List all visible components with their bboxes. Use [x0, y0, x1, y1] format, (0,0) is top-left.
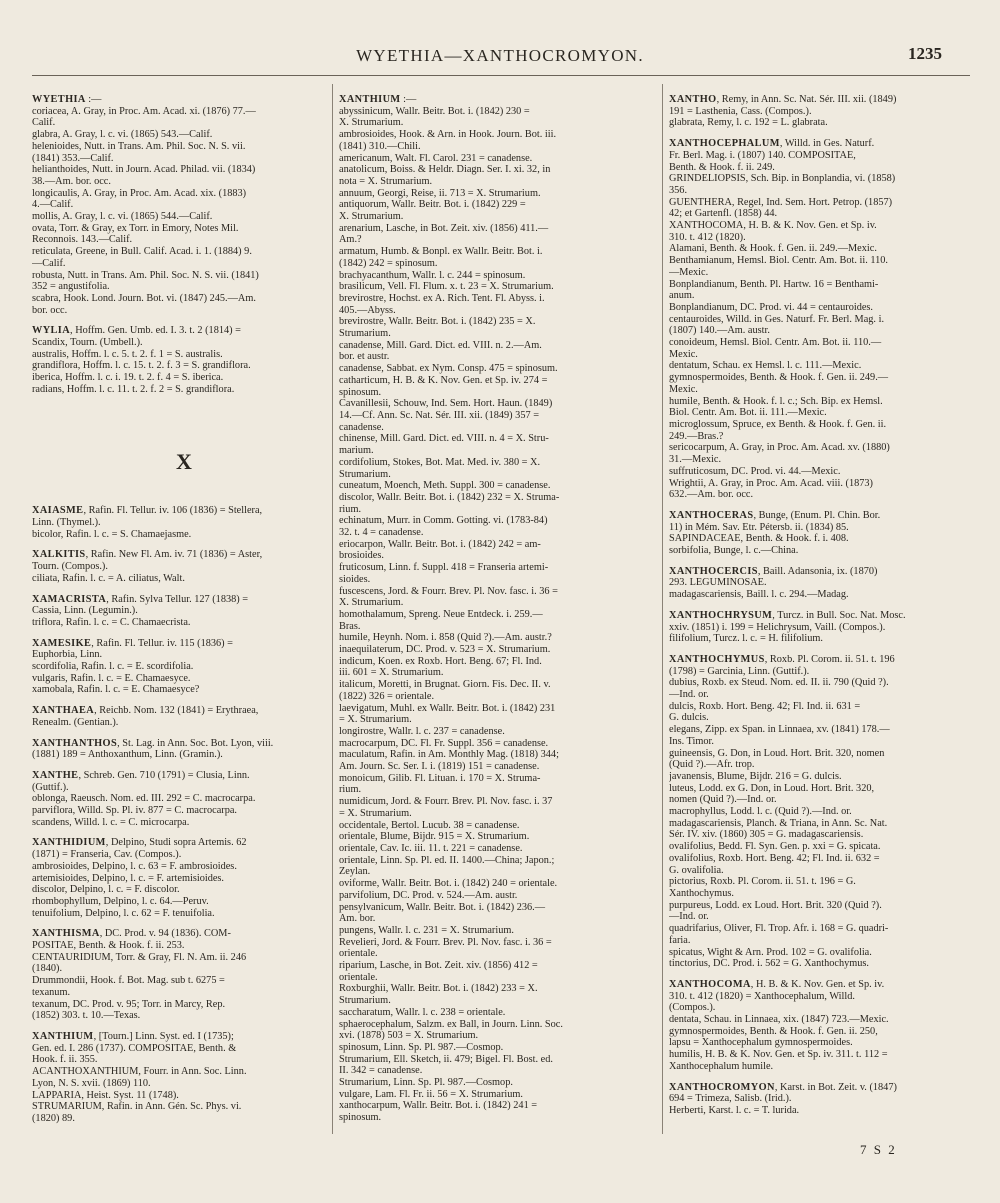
index-entry: [669, 94, 970, 129]
entry-heading-line: XANTHAEA, Reichb. Nom. 132 (1841) = Erythraea,: [32, 705, 259, 717]
entry-line: conoideum, Hemsl. Biol. Centr. Am. Bot. ii. 110.—: [669, 337, 882, 349]
entry-line: Lyon, N. S. xvii. (1869) 110.: [32, 1077, 151, 1089]
entry-line: Bras.: [339, 620, 361, 632]
entry-line: marium.: [339, 445, 374, 457]
entry-line: cordifolium, Stokes, Bot. Mat. Med. iv. 380 = X.: [339, 456, 541, 468]
entry-line: pensylvanicum, Wallr. Beitr. Bot. i. (1842) 236.—: [339, 901, 546, 913]
entry-line: bicolor, Rafin. l. c. = S. Chamaejasme.: [32, 528, 192, 540]
genus-headword: XAIASME: [32, 505, 84, 517]
genus-headword: XANTHANTHOS: [32, 737, 118, 749]
entry-line: parviflora, Willd. Sp. Pl. iv. 877 = C. macrocarpa.: [32, 805, 237, 817]
entry-line: LAPPARIA, Heist. Syst. 11 (1748).: [32, 1089, 179, 1101]
entry-line: canadense, Mill. Gard. Dict. ed. VIII. n. 2.—Am.: [339, 339, 542, 351]
index-entry: [32, 770, 337, 829]
genus-headword: XAMACRISTA: [32, 593, 107, 605]
entry-line: 14.—Cf. Ann. Sc. Nat. Sér. III. xii. (1849) 357 =: [339, 409, 539, 421]
entry-line: Roxburghii, Wallr. Beitr. Bot. i. (1842) 233 = X.: [339, 983, 538, 995]
entry-line: helenioides, Nutt. in Trans. Am. Phil. Soc. N. S. vii.: [32, 140, 246, 152]
entry-heading-line: XANTHOCHRYSUM, Turcz. in Bull. Soc. Nat. Mosc.: [669, 609, 906, 621]
entry-heading-line: XAIASME, Rafin. Fl. Tellur. iv. 106 (1836) = Stellera,: [32, 505, 263, 517]
entry-line: 249.—Bras.?: [669, 430, 724, 442]
entry-line: ACANTHOXANTHIUM, Fourr. in Ann. Soc. Linn.: [32, 1066, 247, 1078]
index-entry: [32, 505, 337, 540]
index-entry: [669, 566, 970, 601]
entry-line: (1881) 189 = Anthoxanthum, Linn. (Gramin.).: [32, 749, 223, 761]
entry-line: humilis, H. B. & K. Nov. Gen. et Sp. iv. 311. t. 112 =: [669, 1049, 888, 1061]
entry-line: Strumarium, Ell. Sketch, ii. 479; Bigel. Fl. Bost. ed.: [339, 1053, 553, 1065]
genus-headword: XANTHOCOMA: [669, 978, 751, 990]
entry-line: (1798) = Garcinia, Linn. (Guttif.).: [669, 665, 810, 677]
genus-headword: XANTHISMA: [32, 928, 100, 940]
entry-line: sioides.: [339, 573, 371, 585]
entry-line: oblonga, Raeusch. Nom. ed. III. 292 = C. macrocarpa.: [32, 793, 256, 805]
index-entry: [32, 638, 337, 697]
genus-headword: WYLIA: [32, 325, 71, 337]
entry-line: brosioides.: [339, 550, 384, 562]
entry-line: elegans, Zipp. ex Span. in Linnaea, xv. (1841) 178.—: [669, 724, 890, 736]
entry-line: pictorius, Roxb. Pl. Corom. ii. 51. t. 196 = G.: [669, 876, 856, 888]
entry-line: mollis, A. Gray, l. c. vi. (1865) 544.—Calif.: [32, 211, 213, 223]
entry-line: orientale, Linn. Sp. Pl. ed. II. 1400.—China; Japon.;: [339, 854, 555, 866]
entry-line: iberica, Hoffm. l. c. i. 19. t. 2. f. 4 = S. iberica.: [32, 372, 224, 384]
entry-line: annuum, Georgi, Reise, ii. 713 = X. Strumarium.: [339, 187, 541, 199]
entry-line: sphaerocephalum, Salzm. ex Ball, in Journ. Linn. Soc.: [339, 1018, 563, 1030]
genus-headword: XANTHOCHRYSUM: [669, 609, 773, 621]
entry-line: helianthoides, Nutt. in Journ. Acad. Philad. vii. (1834): [32, 164, 256, 176]
entry-line: tinctorius, DC. Prod. i. 562 = G. Xanthochymus.: [669, 958, 870, 970]
entry-line: laevigatum, Muhl. ex Wallr. Beitr. Bot. i. (1842) 231: [339, 702, 556, 714]
entry-line: —Mexic.: [669, 266, 709, 278]
entry-line: X. Strumarium.: [339, 211, 404, 223]
entry-line: Fr. Berl. Mag. i. (1807) 140. COMPOSITAE,: [669, 149, 856, 161]
entry-line: abyssinicum, Wallr. Beitr. Bot. i. (1842) 230 =: [339, 105, 530, 117]
entry-line: Scandix, Tourn. (Umbell.).: [32, 337, 143, 349]
entry-line: faria.: [669, 934, 691, 946]
entry-line: fruticosum, Linn. f. Suppl. 418 = Franseria artemi-: [339, 562, 549, 574]
entry-line: dentatum, Schau. ex Hemsl. l. c. 111.—Mexic.: [669, 360, 862, 372]
entry-line: Calif.: [32, 117, 56, 129]
entry-heading-line: WYETHIA :—: [32, 94, 102, 105]
index-entry: [669, 654, 970, 970]
entry-line: 32. t. 4 = canadense.: [339, 527, 424, 539]
index-entry: [32, 738, 337, 761]
entry-line: G. ovalifolia.: [669, 864, 724, 876]
entry-line: 356.: [669, 184, 688, 196]
genus-headword: XAMESIKE: [32, 637, 92, 649]
entry-line: madagascariensis, Baill. l. c. 294.—Madag.: [669, 589, 849, 601]
entry-line: Bonplandianum, Benth. Pl. Hartw. 16 = Benthami-: [669, 278, 879, 290]
index-entry: [669, 510, 970, 557]
entry-line: gymnospermoides, Benth. & Hook. f. Gen. ii. 250,: [669, 1025, 878, 1037]
entry-line: Renealm. (Gentian.).: [32, 716, 119, 728]
entry-heading-line: XANTHE, Schreb. Gen. 710 (1791) = Clusia, Linn.: [32, 769, 250, 781]
entry-line: 694 = Trimeza, Salisb. (Irid.).: [669, 1093, 792, 1105]
index-entry: [32, 705, 337, 728]
entry-line: maculatum, Rafin. in Am. Monthly Mag. (1818) 344;: [339, 749, 559, 761]
entry-line: nomen (Quid ?).—Ind. or.: [669, 794, 777, 806]
entry-line: longirostre, Wallr. l. c. 237 = canadense.: [339, 725, 505, 737]
entry-line: Strumarium.: [339, 468, 391, 480]
genus-headword: XANTHE: [32, 769, 79, 781]
section-letter: X: [176, 448, 193, 474]
entry-line: (Quid ?).—Afr. trop.: [669, 759, 755, 771]
entry-line: orientale, Blume, Bijdr. 915 = X. Strumarium.: [339, 831, 530, 843]
entry-line: brevirostre, Hochst. ex A. Rich. Tent. Fl. Abyss. i.: [339, 292, 545, 304]
entry-line: xxiv. (1851) i. 199 = Helichrysum, Vaill. (Compos.).: [669, 621, 886, 633]
entry-line: GRINDELIOPSIS, Sch. Bip. in Bonplandia, vi. (1858): [669, 173, 896, 185]
entry-line: glabrata, Remy, l. c. 192 = L. glabrata.: [669, 117, 828, 129]
entry-line: spicatus, Wight & Arn. Prod. 102 = G. ovalifolia.: [669, 946, 872, 958]
entry-line: Drummondii, Hook. f. Bot. Mag. sub t. 6275 =: [32, 975, 225, 987]
entry-line: (1820) 89.: [32, 1112, 75, 1124]
entry-line: dentata, Schau. in Linnaea, xix. (1847) 723.—Mexic.: [669, 1014, 889, 1026]
entry-line: Benthamianum, Hemsl. Biol. Centr. Am. Bot. ii. 110.: [669, 255, 888, 267]
entry-line: Linn. (Thymel.).: [32, 516, 101, 528]
entry-line: Cassia, Linn. (Legumin.).: [32, 605, 138, 617]
entry-heading-line: XANTHOCEPHALUM, Willd. in Ges. Naturf.: [669, 138, 875, 150]
entry-line: arenarium, Lasche, in Bot. Zeit. xiv. (1856) 411.—: [339, 222, 549, 234]
entry-line: ambrosioides, Delpino, l. c. 63 = F. ambrosioides.: [32, 860, 237, 872]
entry-line: triflora, Rafin. l. c. = C. Chamaecrista.: [32, 616, 191, 628]
entry-line: Euphorbia, Linn.: [32, 649, 103, 661]
column-2: [339, 94, 644, 1133]
entry-line: brachyacanthum, Wallr. l. c. 244 = spinosum.: [339, 269, 526, 281]
entry-line: Bonplandianum, DC. Prod. vi. 44 = centauroides.: [669, 301, 873, 313]
index-entry: [32, 594, 337, 629]
entry-line: centauroides, Willd. in Ges. Naturf. Fr. Berl. Mag. i.: [669, 313, 885, 325]
entry-line: 310. t. 412 (1820) = Xanthocephalum, Willd.: [669, 990, 855, 1002]
entry-heading-line: XANTHOCHYMUS, Roxb. Pl. Corom. ii. 51. t. 196: [669, 653, 895, 665]
entry-line: = X. Strumarium.: [339, 807, 412, 819]
index-entry: [669, 610, 970, 645]
entry-line: rium.: [339, 503, 362, 515]
entry-line: XANTHOCOMA, H. B. & K. Nov. Gen. et Sp. iv.: [669, 220, 877, 232]
entry-line: canadense.: [339, 421, 384, 433]
entry-line: Alamani, Benth. & Hook. f. Gen. ii. 249.—Mexic.: [669, 243, 877, 255]
entry-line: Xanthochymus.: [669, 888, 734, 899]
genus-headword: XANTHO: [669, 94, 717, 105]
entry-line: Reconnois. 143.—Calif.: [32, 234, 133, 246]
entry-line: texanum, DC. Prod. v. 95; Torr. in Marcy, Rep.: [32, 998, 226, 1010]
genus-headword: XANTHOCHYMUS: [669, 653, 765, 665]
entry-line: ambrosioides, Hook. & Arn. in Hook. Journ. Bot. iii.: [339, 129, 557, 141]
entry-line: chinense, Mill. Gard. Dict. ed. VIII. n. 4 = X. Stru-: [339, 433, 549, 445]
entry-line: pungens, Wallr. l. c. 231 = X. Strumarium.: [339, 924, 514, 936]
entry-line: Strumarium.: [339, 328, 391, 340]
page-number: 1235: [908, 44, 942, 63]
entry-line: II. 342 = canadense.: [339, 1065, 423, 1077]
entry-line: tenuifolium, Delpino, l. c. 62 = F. tenuifolia.: [32, 907, 215, 919]
entry-line: cuneatum, Moench, Meth. Suppl. 300 = canadense.: [339, 480, 551, 492]
entry-line: Strumarium.: [339, 995, 391, 1007]
entry-line: robusta, Nutt. in Trans. Am. Phil. Soc. N. S. vii. (1841): [32, 269, 259, 281]
entry-line: inaequilaterum, DC. Prod. v. 523 = X. Strumarium.: [339, 644, 551, 656]
index-entry: [669, 1082, 970, 1117]
entry-line: homothalamum, Spreng. Neue Entdeck. i. 259.—: [339, 608, 543, 620]
entry-heading-line: WYLIA, Hoffm. Gen. Umb. ed. I. 3. t. 2 (1814) =: [32, 325, 241, 337]
entry-line: orientale.: [339, 948, 378, 960]
entry-line: brevirostre, Wallr. Beitr. Bot. i. (1842) 235 = X.: [339, 316, 536, 328]
entry-heading-line: XALKITIS, Rafin. New Fl. Am. iv. 71 (1836) = Aster,: [32, 549, 263, 561]
entry-line: rhombophyllum, Delpino, l. c. 64.—Peruv.: [32, 895, 209, 907]
entry-line: macrophyllus, Lodd. l. c. (Quid ?).—Ind. or.: [669, 806, 852, 818]
entry-line: G. dulcis.: [669, 712, 709, 724]
entry-line: Strumarium, Linn. Sp. Pl. 987.—Cosmop.: [339, 1077, 513, 1089]
entry-line: luteus, Lodd. ex G. Don, in Loud. Hort. Brit. 320,: [669, 782, 875, 794]
entry-line: —Calif.: [32, 257, 66, 269]
entry-line: guineensis, G. Don, in Loud. Hort. Brit. 320, nomen: [669, 747, 885, 759]
entry-line: Cavanillesii, Schouw, Ind. Sem. Hort. Haun. (1849): [339, 398, 553, 410]
entry-line: Am. Journ. Sc. Ser. I. i. (1819) 151 = canadense.: [339, 761, 540, 773]
entry-line: dubius, Roxb. ex Steud. Nom. ed. II. ii. 790 (Quid ?).: [669, 677, 889, 689]
entry-heading-line: XANTHOCROMYON, Karst. in Bot. Zeit. v. (1847): [669, 1081, 897, 1093]
entry-line: Xanthocephalum humile.: [669, 1060, 774, 1072]
entry-line: xanthocarpum, Wallr. Beitr. Bot. i. (1842) 241 =: [339, 1100, 538, 1112]
entry-line: brasilicum, Vell. Fl. Flum. x. t. 23 = X. Strumarium.: [339, 281, 554, 293]
entry-line: indicum, Koen. ex Roxb. Hort. Beng. 67; Fl. Ind.: [339, 655, 542, 667]
entry-line: glabra, A. Gray, l. c. vi. (1865) 543.—Calif.: [32, 129, 213, 141]
column-3: [669, 94, 970, 1126]
entry-line: bor. occ.: [32, 304, 68, 316]
entry-line: riparium, Lasche, in Bot. Zeit. xiv. (1856) 412 =: [339, 960, 538, 972]
entry-line: quadrifarius, Oliver, Fl. Trop. Afr. i. 168 = G. quadri-: [669, 923, 889, 935]
entry-line: sorbifolia, Bunge, l. c.—China.: [669, 545, 799, 557]
entry-line: 4.—Calif.: [32, 199, 74, 211]
entry-line: (1842) 242 = spinosum.: [339, 257, 438, 269]
entry-line: iii. 601 = X. Strumarium.: [339, 667, 444, 679]
index-entry: [669, 138, 970, 501]
entry-line: grandiflora, Hoffm. l. c. 15. t. 2. f. 3 = S. grandiflora.: [32, 360, 251, 372]
genus-headword: XANTHOCERCIS: [669, 565, 758, 577]
entry-line: armatum, Humb. & Bonpl. ex Wallr. Beitr. Bot. i.: [339, 246, 543, 258]
entry-line: STRUMARIUM, Rafin. in Ann. Gén. Sc. Phys. vi.: [32, 1101, 242, 1113]
genus-headword: XANTHAEA: [32, 705, 95, 717]
entry-line: Ins. Timor.: [669, 735, 714, 747]
entry-line: ovalifolius, Roxb. Hort. Beng. 42; Fl. Ind. ii. 632 =: [669, 852, 880, 864]
entry-line: Am. bor.: [339, 913, 376, 925]
entry-line: (1822) 326 = orientale.: [339, 690, 435, 702]
index-entry: [32, 1031, 337, 1125]
entry-line: madagascariensis, Planch. & Triana, in Ann. Sc. Nat.: [669, 817, 888, 829]
entry-heading-line: XANTHIUM :—: [339, 94, 417, 105]
entry-line: eriocarpon, Wallr. Beitr. Bot. i. (1842) 242 = am-: [339, 538, 541, 550]
entry-line: xamobala, Rafin. l. c. = E. Chamaesyce?: [32, 684, 200, 696]
entry-line: vulgare, Lam. Fl. Fr. ii. 56 = X. Strumarium.: [339, 1088, 523, 1100]
entry-heading-line: XANTHOCOMA, H. B. & K. Nov. Gen. et Sp. iv.: [669, 978, 885, 990]
entry-line: (1871) = Franseria, Cav. (Compos.).: [32, 849, 182, 861]
entry-line: artemisioides, Delpino, l. c. = F. artemisioides.: [32, 872, 225, 884]
entry-line: —Ind. or.: [669, 911, 709, 923]
entry-heading-line: XANTHO, Remy, in Ann. Sc. Nat. Sér. III. xii. (1849): [669, 94, 897, 105]
entry-line: texanum.: [32, 986, 71, 998]
entry-line: scordifolia, Rafin. l. c. = E. scordifolia.: [32, 661, 194, 673]
entry-line: gymnospermoides, Benth. & Hook. f. Gen. ii. 249.—: [669, 372, 889, 384]
entry-line: catharticum, H. B. & K. Nov. Gen. et Sp. iv. 274 =: [339, 374, 548, 386]
entry-line: = X. Strumarium.: [339, 714, 412, 726]
entry-line: reticulata, Greene, in Bull. Calif. Acad. i. 1. (1884) 9.: [32, 246, 252, 258]
genus-headword: XANTHIUM: [32, 1031, 94, 1042]
entry-line: —Ind. or.: [669, 689, 709, 701]
genus-headword: XANTHOCERAS: [669, 509, 754, 521]
entry-line: occidentale, Bertol. Lucub. 38 = canadense.: [339, 819, 520, 831]
signature-mark: 7 S 2: [860, 1142, 897, 1157]
entry-line: Herberti, Karst. l. c. = T. lurida.: [669, 1104, 800, 1116]
entry-line: (1852) 303. t. 10.—Texas.: [32, 1010, 141, 1022]
index-entry: [32, 837, 337, 919]
entry-line: (Compos.).: [669, 1002, 716, 1014]
entry-line: monoicum, Gilib. Fl. Lituan. i. 170 = X. Struma-: [339, 772, 541, 784]
entry-line: longicaulis, A. Gray, in Proc. Am. Acad. xix. (1883): [32, 187, 247, 199]
entry-heading-line: XAMESIKE, Rafin. Fl. Tellur. iv. 115 (1836) =: [32, 637, 233, 649]
entry-line: 11) in Mém. Sav. Etr. Pétersb. ii. (1834) 85.: [669, 521, 849, 533]
entry-line: spinosum, Linn. Sp. Pl. 987.—Cosmop.: [339, 1041, 504, 1053]
entry-line: 405.—Abyss.: [339, 304, 396, 316]
entry-line: 632.—Am. bor. occ.: [669, 489, 754, 501]
entry-line: sericocarpum, A. Gray, in Proc. Am. Acad. xv. (1880): [669, 442, 890, 454]
entry-line: GUENTHERA, Regel, Ind. Sem. Hort. Petrop. (1857): [669, 196, 893, 208]
entry-line: dulcis, Roxb. Hort. Beng. 42; Fl. Ind. ii. 631 =: [669, 700, 861, 712]
entry-line: SAPINDACEAE, Benth. & Hook. f. i. 408.: [669, 533, 849, 545]
entry-line: 293. LEGUMINOSAE.: [669, 577, 767, 589]
entry-line: americanum, Walt. Fl. Carol. 231 = canadense.: [339, 152, 533, 164]
entry-line: filifolium, Turcz. l. c. = H. filifolium.: [669, 633, 823, 645]
entry-line: CENTAURIDIUM, Torr. & Gray, Fl. N. Am. ii. 246: [32, 951, 247, 963]
entry-line: X. Strumarium.: [339, 117, 404, 129]
entry-line: lapsu = Xanthocephalum gymnospermoides.: [669, 1037, 853, 1049]
genus-headword: XANTHIDIUM: [32, 837, 106, 849]
entry-line: spinosum.: [339, 1112, 382, 1124]
entry-line: coriacea, A. Gray, in Proc. Am. Acad. xi. (1876) 77.—: [32, 105, 256, 117]
entry-heading-line: XANTHIUM, [Tourn.] Linn. Syst. ed. I (1735);: [32, 1031, 234, 1042]
entry-line: (1807) 140.—Am. austr.: [669, 325, 770, 337]
genus-headword: XANTHOCEPHALUM: [669, 138, 780, 150]
entry-line: (1841) 310.—Chili.: [339, 140, 421, 152]
entry-heading-line: XANTHOCERCIS, Baill. Adansonia, ix. (1870): [669, 565, 878, 577]
entry-line: fuscescens, Jord. & Fourr. Brev. Pl. Nov. fasc. i. 36 =: [339, 585, 558, 597]
entry-line: Revelieri, Jord. & Fourr. Brev. Pl. Nov. fasc. i. 36 =: [339, 936, 552, 948]
entry-line: discolor, Delpino, l. c. = F. discolor.: [32, 884, 180, 896]
entry-line: bor. et austr.: [339, 351, 390, 363]
entry-line: anum.: [669, 290, 695, 302]
entry-line: parvifolium, DC. Prod. v. 524.—Am. austr.: [339, 889, 518, 901]
entry-line: spinosum.: [339, 386, 382, 398]
entry-line: discolor, Wallr. Beitr. Bot. i. (1842) 232 = X. Struma-: [339, 491, 560, 503]
index-entry: [339, 94, 644, 1124]
genus-headword: XANTHIUM: [339, 94, 401, 105]
entry-line: numidicum, Jord. & Fourr. Brev. Pl. Nov. fasc. i. 37: [339, 796, 553, 808]
entry-line: scabra, Hook. Lond. Journ. Bot. vi. (1847) 245.—Am.: [32, 292, 256, 304]
entry-line: Biol. Centr. Am. Bot. ii. 111.—Mexic.: [669, 407, 827, 419]
entry-line: radians, Hoffm. l. c. 11. t. 2. f. 2 = S. grandiflora.: [32, 383, 235, 395]
genus-headword: XANTHOCROMYON: [669, 1081, 775, 1093]
entry-line: suffruticosum, DC. Prod. vi. 44.—Mexic.: [669, 465, 841, 477]
entry-line: 42; et Gartenfl. (1858) 44.: [669, 208, 778, 220]
column-divider: [662, 84, 663, 1134]
entry-line: scandens, Willd. l. c. = C. microcarpa.: [32, 816, 190, 828]
entry-line: ciliata, Rafin. l. c. = A. ciliatus, Walt.: [32, 572, 185, 584]
index-entry: [32, 928, 337, 1022]
genus-headword: WYETHIA: [32, 94, 86, 105]
index-entry: [32, 549, 337, 584]
entry-line: humile, Heynh. Nom. i. 858 (Quid ?).—Am. austr.?: [339, 632, 552, 644]
entry-line: canadense, Sabbat. ex Nym. Consp. 475 = spinosum.: [339, 363, 558, 375]
entry-line: xvi. (1878) 503 = X. Strumarium.: [339, 1030, 479, 1042]
entry-heading-line: XANTHIDIUM, Delpino, Studi sopra Artemis. 62: [32, 837, 247, 849]
entry-line: orientale.: [339, 971, 378, 983]
index-entry: [32, 325, 337, 395]
entry-line: Sér. IV. xiv. (1860) 305 = G. madagascariensis.: [669, 829, 864, 841]
entry-line: Tourn. (Compos.).: [32, 561, 108, 573]
genus-headword: XALKITIS: [32, 549, 86, 561]
entry-line: 352 = angustifolia.: [32, 281, 110, 293]
entry-line: X. Strumarium.: [339, 597, 404, 609]
entry-line: orientale, Cav. Ic. iii. 11. t. 221 = canadense.: [339, 843, 523, 854]
entry-line: (1841) 353.—Calif.: [32, 152, 114, 164]
entry-line: echinatum, Murr. in Comm. Gotting. vi. (1783-84): [339, 515, 548, 527]
running-head: WYETHIA—XANTHOCROMYON.: [356, 46, 644, 65]
entry-line: saccharatum, Wallr. l. c. 238 = orientale.: [339, 1006, 506, 1018]
entry-line: rium.: [339, 784, 362, 796]
entry-line: macrocarpum, DC. Fl. Fr. Suppl. 356 = canadense.: [339, 737, 549, 749]
entry-line: oviforme, Wallr. Beitr. Bot. i. (1842) 240 = orientale.: [339, 878, 558, 890]
entry-line: Zeylan.: [339, 866, 371, 878]
column-1: [32, 94, 337, 1134]
entry-line: Gen. ed. I. 286 (1737). COMPOSITAE, Benth. &: [32, 1042, 237, 1054]
entry-line: (1840).: [32, 963, 63, 975]
entry-line: 191 = Lasthenia, Cass. (Compos.).: [669, 105, 812, 117]
entry-line: australis, Hoffm. l. c. 5. t. 2. f. 1 = S. australis.: [32, 348, 223, 360]
entry-line: Am.?: [339, 234, 362, 246]
entry-line: 38.—Am. bor. occ.: [32, 175, 111, 187]
entry-line: Mexic.: [669, 348, 698, 360]
entry-heading-line: XANTHISMA, DC. Prod. v. 94 (1836). COM-: [32, 928, 231, 940]
entry-line: microglossum, Spruce, ex Benth. & Hook. f. Gen. ii.: [669, 418, 887, 430]
entry-line: purpureus, Lodd. ex Loud. Hort. Brit. 320 (Quid ?).: [669, 899, 882, 911]
entry-line: (Guttif.).: [32, 781, 69, 793]
entry-line: antiquorum, Wallr. Beitr. Bot. i. (1842) 229 =: [339, 199, 526, 211]
entry-line: 31.—Mexic.: [669, 454, 722, 466]
entry-line: Benth. & Hook. f. ii. 249.: [669, 161, 775, 173]
entry-heading-line: XANTHANTHOS, St. Lag. in Ann. Soc. Bot. Lyon, viii.: [32, 737, 274, 749]
header-rule: [32, 75, 970, 76]
index-entry: [32, 94, 337, 316]
entry-line: Hook. f. ii. 355.: [32, 1054, 98, 1066]
entry-line: javanensis, Blume, Bijdr. 216 = G. dulcis.: [669, 770, 842, 782]
entry-heading-line: XANTHOCERAS, Bunge, (Enum. Pl. Chin. Bor.: [669, 509, 881, 521]
index-entry: [669, 979, 970, 1073]
entry-line: 310. t. 412 (1820).: [669, 231, 746, 243]
entry-line: italicum, Moretti, in Brugnat. Giorn. Fis. Dec. II. v.: [339, 679, 551, 691]
entry-heading-line: XAMACRISTA, Rafin. Sylva Tellur. 127 (1838) =: [32, 593, 249, 605]
entry-line: Mexic.: [669, 383, 698, 395]
entry-line: ovalifolius, Bedd. Fl. Syn. Gen. p. xxi = G. spicata.: [669, 841, 881, 853]
entry-line: nota = X. Strumarium.: [339, 175, 433, 187]
entry-line: vulgaris, Rafin. l. c. = E. Chamaesyce.: [32, 672, 191, 684]
entry-line: POSITAE, Benth. & Hook. f. ii. 253.: [32, 940, 185, 952]
entry-line: ovata, Torr. & Gray, ex Torr. in Emory, Notes Mil.: [32, 222, 239, 234]
entry-line: humile, Benth. & Hook. f. l. c.; Sch. Bip. ex Hemsl.: [669, 395, 883, 407]
entry-line: Wrightii, A. Gray, in Proc. Am. Acad. viii. (1873): [669, 477, 873, 489]
entry-line: anatolicum, Boiss. & Heldr. Diagn. Ser. I. xi. 32, in: [339, 164, 551, 176]
